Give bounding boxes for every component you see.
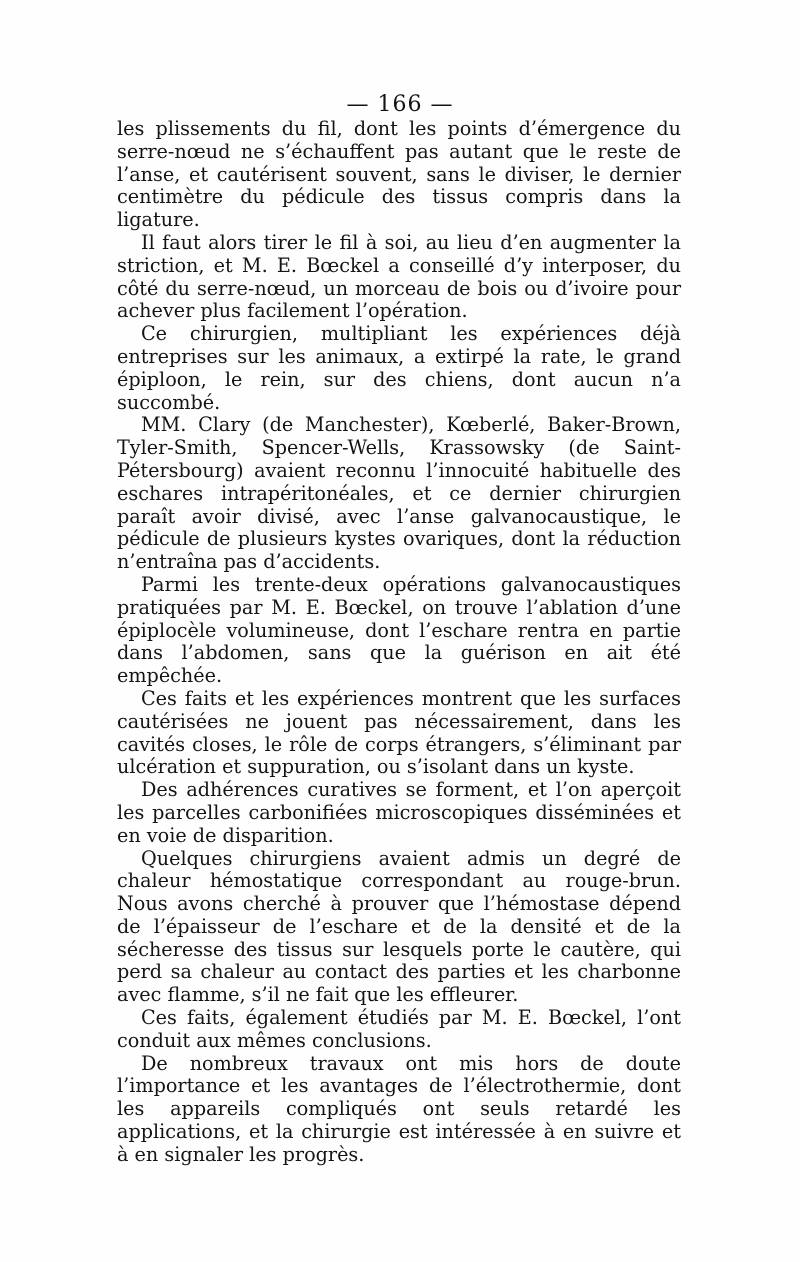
paragraph-10: De nombreux travaux ont mis hors de doute l’importance et les avantages de l’électrothermie, dont les appareils compliqués ont seuls retardé les applications, et la chirurgie est intéressée à en suivre et à en signaler les progrès.	[117, 1051, 681, 1166]
paragraph-1: les plissements du fil, dont les points d’émergence du serre-nœud ne s’échauffent pas autant que le reste de l’anse, et cautérisent souvent, sans le diviser, le dernier centimètre du pédicule des tissus compris dans la ligature.	[117, 117, 681, 232]
paragraph-6: Ces faits et les expériences montrent que les surfaces cautérisées ne jouent pas nécessairement, dans les cavités closes, le rôle de corps étrangers, s’éliminant par ulcération et suppuration, ou s’isolant dans un kyste.	[117, 686, 681, 779]
page-number: — 166 —	[346, 92, 454, 117]
paragraph-3: Ce chirurgien, multipliant les expériences déjà entreprises sur les animaux, a extirpé la rate, le grand épiploon, le rein, sur des chiens, dont aucun n’a succombé.	[117, 322, 681, 414]
paragraph-8: Quelques chirurgiens avaient admis un degré de chaleur hémostatique correspondant au rouge-brun. Nous avons cherché à prouver que l’hémostase dépend de l’épaisseur de l’eschare et de la densité et de la sécheresse des tissus sur lesquels porte le cautère, qui perd sa chaleur au contact des parties et les charbonne avec flamme, s’il ne fait que les effleurer.	[117, 846, 681, 1007]
paragraph-7: Des adhérences curatives se forment, et l’on aperçoit les parcelles carbonifiées microscopiques disséminées et en voie de disparition.	[117, 778, 681, 847]
paragraph-4: MM. Clary (de Manchester), Kœberlé, Baker-Brown, Tyler-Smith, Spencer-Wells, Krassowsky (de Saint-Pétersbourg) avaient reconnu l’innocuité habituelle des eschares intrapéritonéales, et ce dernier chirurgien paraît avoir divisé, avec l’anse galvanocaustique, le pédicule de plusieurs kystes ovariques, dont la réduction n’entraîna pas d’accidents.	[117, 413, 681, 574]
paragraph-2: Il faut alors tirer le fil à soi, au lieu d’en augmenter la striction, et M. E. Bœckel a conseillé d’y interposer, du côté du serre-nœud, un morceau de bois ou d’ivoire pour achever plus facilement l’opération.	[117, 230, 681, 323]
paragraph-9: Ces faits, également étudiés par M. E. Bœckel, l’ont conduit aux mêmes conclusions.	[117, 1006, 681, 1052]
body-text	[117, 118, 681, 1167]
paragraph-5: Parmi les trente-deux opérations galvanocaustiques pratiquées par M. E. Bœckel, on trouve l’ablation d’une épiplocèle volumineuse, dont l’eschare rentra en partie dans l’abdomen, sans que la guérison en ait été empêchée.	[117, 572, 681, 688]
